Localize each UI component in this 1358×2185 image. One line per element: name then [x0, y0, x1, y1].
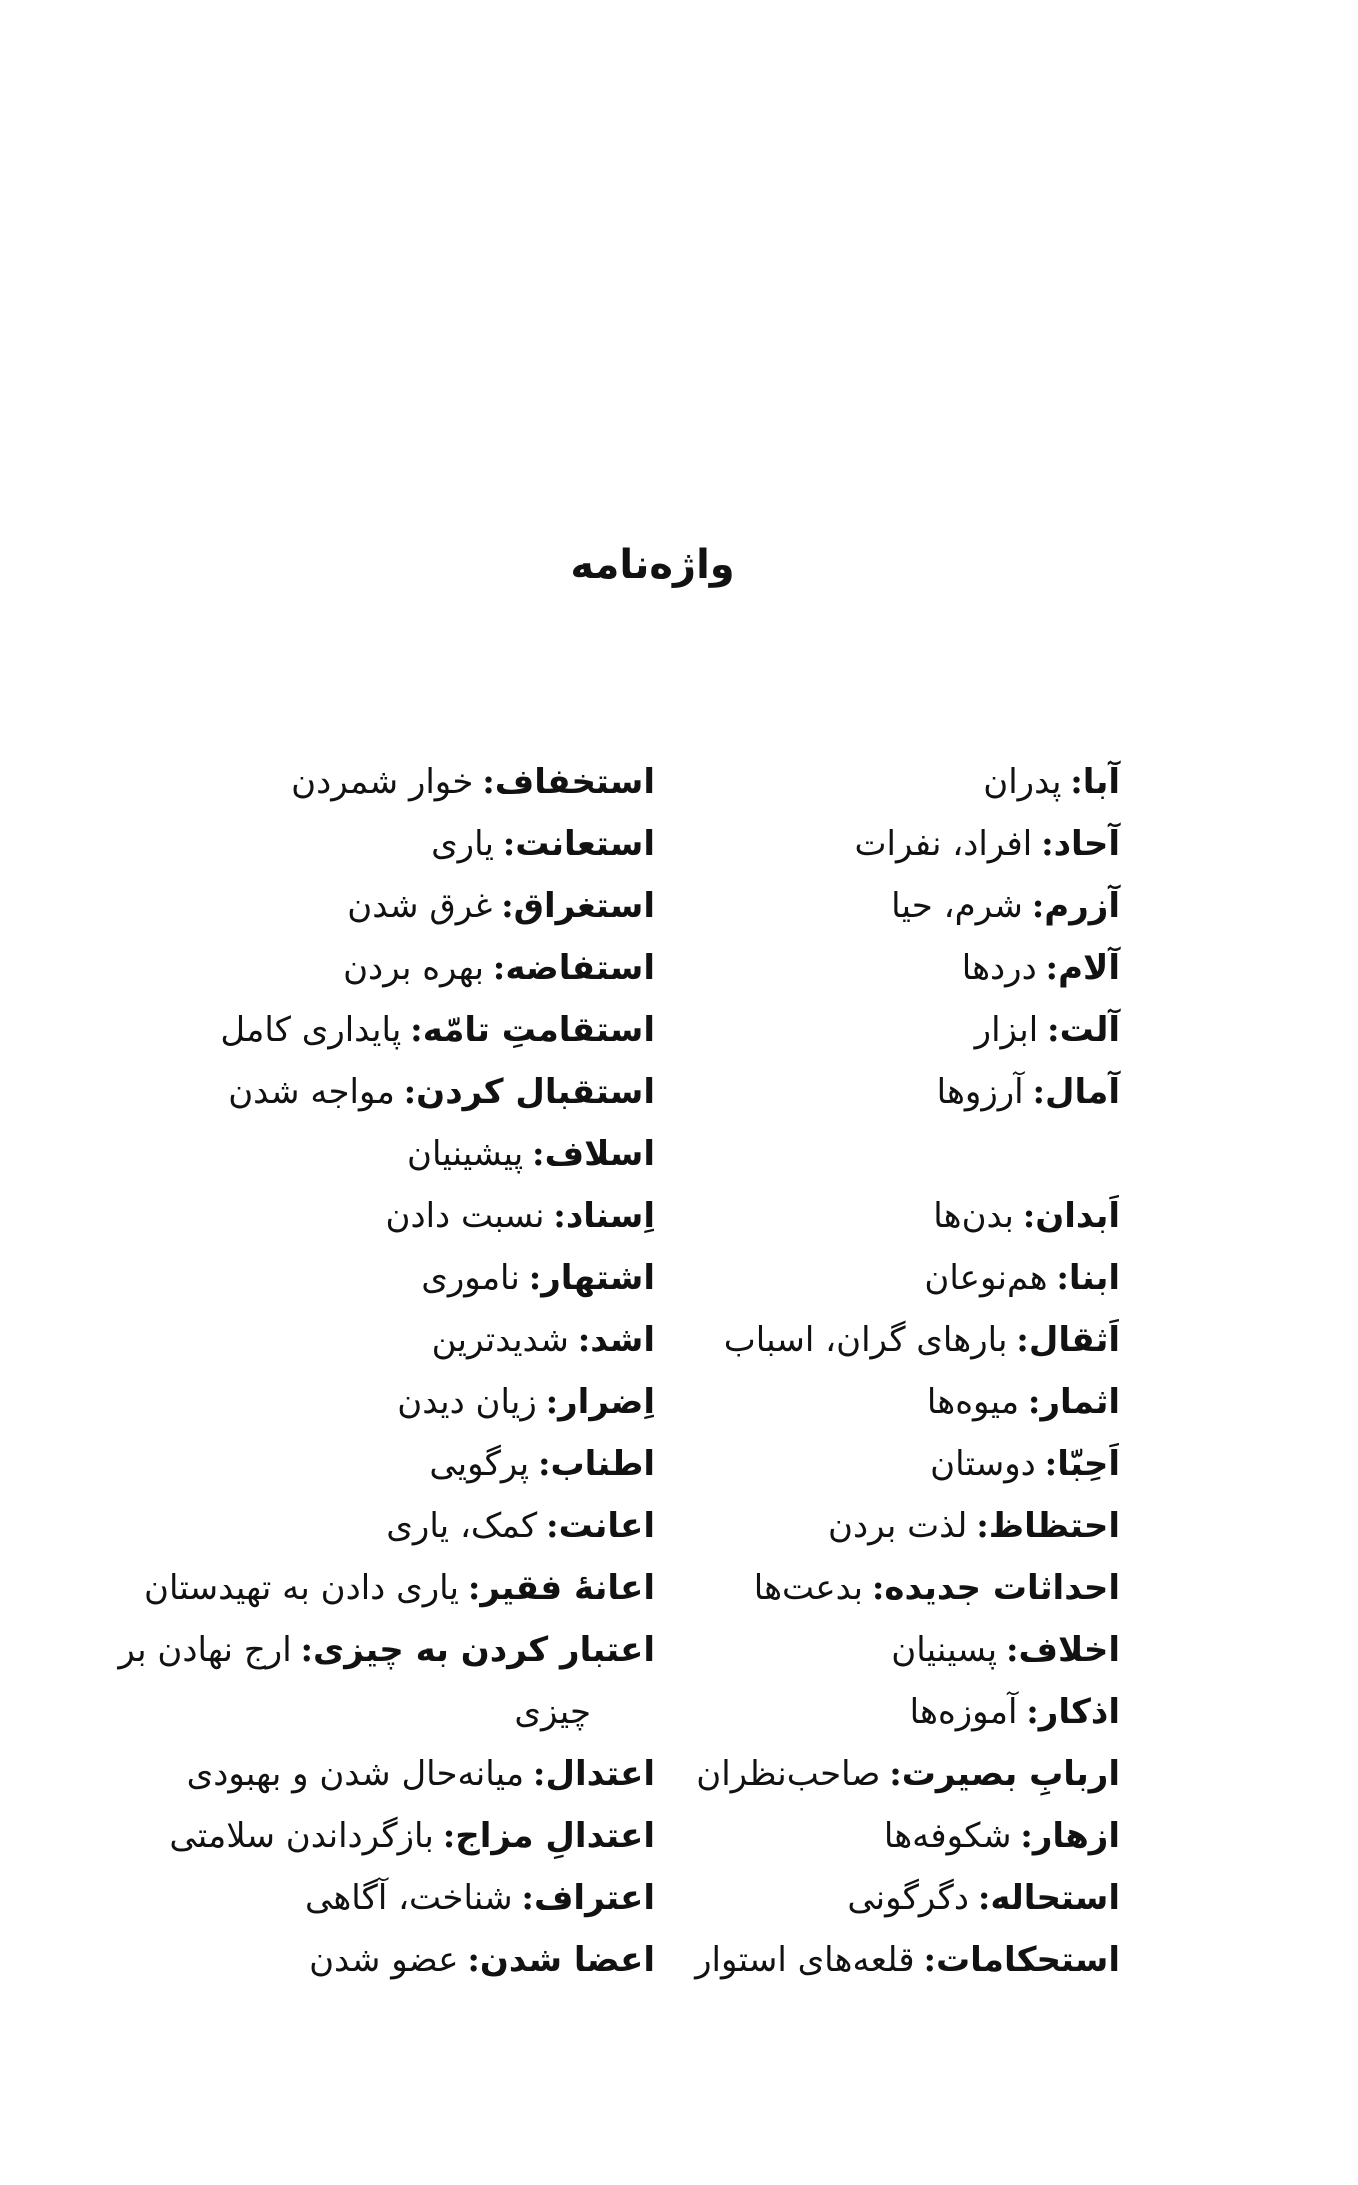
entry-term: استقامتِ تامّه:	[410, 1010, 655, 1050]
glossary-entry	[185, 1185, 655, 1247]
entry-definition: پسینیان	[891, 1630, 998, 1670]
entry-term: آمال:	[1032, 1072, 1120, 1112]
glossary-entry	[185, 1371, 655, 1433]
entry-term: اربابِ بصیرت:	[889, 1754, 1120, 1794]
entry-term: استعانت:	[502, 824, 655, 864]
glossary-entry	[730, 1805, 1120, 1867]
glossary-entry	[118, 1619, 655, 1681]
entry-term: احتظاظ:	[976, 1506, 1120, 1546]
entry-definition: غرق شدن	[347, 886, 493, 926]
entry-term: اَحِبّا:	[1044, 1444, 1120, 1484]
entry-definition: بدعت‌ها	[753, 1568, 863, 1608]
glossary-entry	[185, 751, 655, 813]
glossary-entry	[185, 1495, 655, 1557]
entry-term: اعتدال:	[532, 1754, 655, 1794]
glossary-entry	[730, 1371, 1120, 1433]
entry-definition: ابزار	[974, 1010, 1039, 1050]
entry-definition: بازگرداندن سلامتی	[169, 1816, 434, 1856]
entry-definition: یاری دادن به تهیدستان	[144, 1568, 459, 1608]
glossary-entry	[730, 1495, 1120, 1557]
glossary-entry	[185, 1061, 655, 1123]
glossary-column-right	[695, 751, 1120, 1991]
glossary-entry	[730, 751, 1120, 813]
entry-term: اِضرار:	[545, 1382, 655, 1422]
entry-definition: پرگویی	[429, 1444, 530, 1484]
glossary-entry	[185, 1867, 655, 1929]
entry-definition: پایداری کامل	[220, 1010, 402, 1050]
entry-term: استخفاف:	[482, 762, 655, 802]
glossary-entry	[185, 1247, 655, 1309]
entry-term: اعضا شدن:	[467, 1940, 655, 1980]
entry-term: اسلاف:	[532, 1134, 655, 1174]
entry-definition: شکوفه‌ها	[883, 1816, 1012, 1856]
entry-definition: دگرگونی	[847, 1878, 969, 1918]
entry-term: اَبدان:	[1022, 1196, 1120, 1236]
glossary-entry	[730, 1619, 1120, 1681]
entry-term: استغراق:	[501, 886, 655, 926]
entry-definition: پدران	[983, 762, 1062, 802]
glossary-entry	[185, 1123, 655, 1185]
glossary-entry	[730, 1185, 1120, 1247]
entry-definition: ارج نهادن بر	[118, 1630, 292, 1670]
entry-term: اعتبار کردن به چیزی:	[300, 1630, 655, 1670]
glossary-entry	[730, 1557, 1120, 1619]
glossary-entry	[185, 1433, 655, 1495]
entry-definition: عضو شدن	[309, 1940, 459, 1980]
entry-term: آزرم:	[1031, 886, 1120, 926]
glossary-title: واژه‌نامه	[570, 541, 735, 588]
glossary-entry	[169, 1805, 655, 1867]
entry-definition: بارهای گران، اسباب	[723, 1320, 1008, 1360]
entry-definition: افراد، نفرات	[854, 824, 1033, 864]
glossary-entry	[730, 999, 1120, 1061]
entry-term: اِسناد:	[553, 1196, 655, 1236]
entry-term: آلام:	[1045, 948, 1120, 988]
entry-term: اعانهٔ فقیر:	[467, 1568, 655, 1608]
entry-definition: ناموری	[421, 1258, 520, 1298]
entry-definition: میانه‌حال شدن و بهبودی	[186, 1754, 525, 1794]
entry-term: اعتراف:	[521, 1878, 655, 1918]
entry-term: اخلاف:	[1005, 1630, 1120, 1670]
entry-definition: آموزه‌ها	[909, 1692, 1018, 1732]
entry-definition: صاحب‌نظران	[696, 1754, 881, 1794]
entry-term: آحاد:	[1041, 824, 1120, 864]
entry-definition: خوار شمردن	[291, 762, 474, 802]
entry-definition: آرزوها	[936, 1072, 1024, 1112]
entry-definition: بدن‌ها	[933, 1196, 1014, 1236]
glossary-entry	[730, 1681, 1120, 1743]
entry-term: ازهار:	[1020, 1816, 1120, 1856]
entry-definition: پیشینیان	[407, 1134, 524, 1174]
entry-term: استقبال کردن:	[403, 1072, 655, 1112]
entry-definition: زیان دیدن	[397, 1382, 537, 1422]
entry-definition: چیزی	[514, 1692, 591, 1732]
entry-definition: بهره بردن	[343, 948, 484, 988]
entry-definition: نسبت دادن	[385, 1196, 545, 1236]
entry-definition: کمک، یاری	[386, 1506, 538, 1546]
glossary-entry	[730, 813, 1120, 875]
entry-term: آلت:	[1047, 1010, 1120, 1050]
entry-term: استفاضه:	[492, 948, 655, 988]
entry-definition: لذت بردن	[828, 1506, 968, 1546]
entry-definition: دوستان	[930, 1444, 1036, 1484]
entry-term: اشتهار:	[528, 1258, 655, 1298]
blank-row	[730, 1123, 1120, 1185]
glossary-entry	[185, 1681, 655, 1743]
entry-term: اعتدالِ مزاج:	[442, 1816, 655, 1856]
entry-definition: شناخت، آگاهی	[305, 1878, 513, 1918]
entry-term: ابنا:	[1056, 1258, 1120, 1298]
glossary-entry	[185, 1929, 655, 1991]
entry-definition: میوه‌ها	[926, 1382, 1020, 1422]
entry-definition: مواجه شدن	[228, 1072, 395, 1112]
glossary-entry	[730, 1247, 1120, 1309]
glossary-entry	[185, 875, 655, 937]
glossary-entry	[730, 937, 1120, 999]
glossary-entry	[185, 999, 655, 1061]
glossary-entry	[185, 813, 655, 875]
entry-term: استحکامات:	[923, 1940, 1120, 1980]
entry-term: اثمار:	[1027, 1382, 1120, 1422]
entry-definition: شرم، حیا	[891, 886, 1023, 926]
glossary-entry	[730, 1867, 1120, 1929]
entry-term: استحاله:	[977, 1878, 1120, 1918]
glossary-entry	[723, 1309, 1120, 1371]
glossary-entry	[144, 1557, 655, 1619]
entry-term: آبا:	[1070, 762, 1120, 802]
glossary-entry	[185, 937, 655, 999]
entry-term: اطناب:	[537, 1444, 655, 1484]
entry-definition: قلعه‌های استوار	[695, 1940, 915, 1980]
glossary-entry	[730, 875, 1120, 937]
entry-term: اذکار:	[1026, 1692, 1120, 1732]
entry-term: اعانت:	[546, 1506, 655, 1546]
glossary-entry	[730, 1061, 1120, 1123]
entry-definition: هم‌نوعان	[924, 1258, 1048, 1298]
entry-definition: دردها	[961, 948, 1037, 988]
glossary-column-left	[118, 751, 655, 1991]
glossary-entry	[696, 1743, 1120, 1805]
entry-term: اشد:	[577, 1320, 655, 1360]
glossary-entry	[185, 1309, 655, 1371]
entry-term: اَثقال:	[1016, 1320, 1120, 1360]
entry-definition: شدیدترین	[431, 1320, 569, 1360]
glossary-entry	[730, 1433, 1120, 1495]
glossary-entry	[185, 1743, 655, 1805]
entry-definition: یاری	[431, 824, 494, 864]
entry-term: احداثات جدیده:	[871, 1568, 1120, 1608]
glossary-entry	[695, 1929, 1120, 1991]
